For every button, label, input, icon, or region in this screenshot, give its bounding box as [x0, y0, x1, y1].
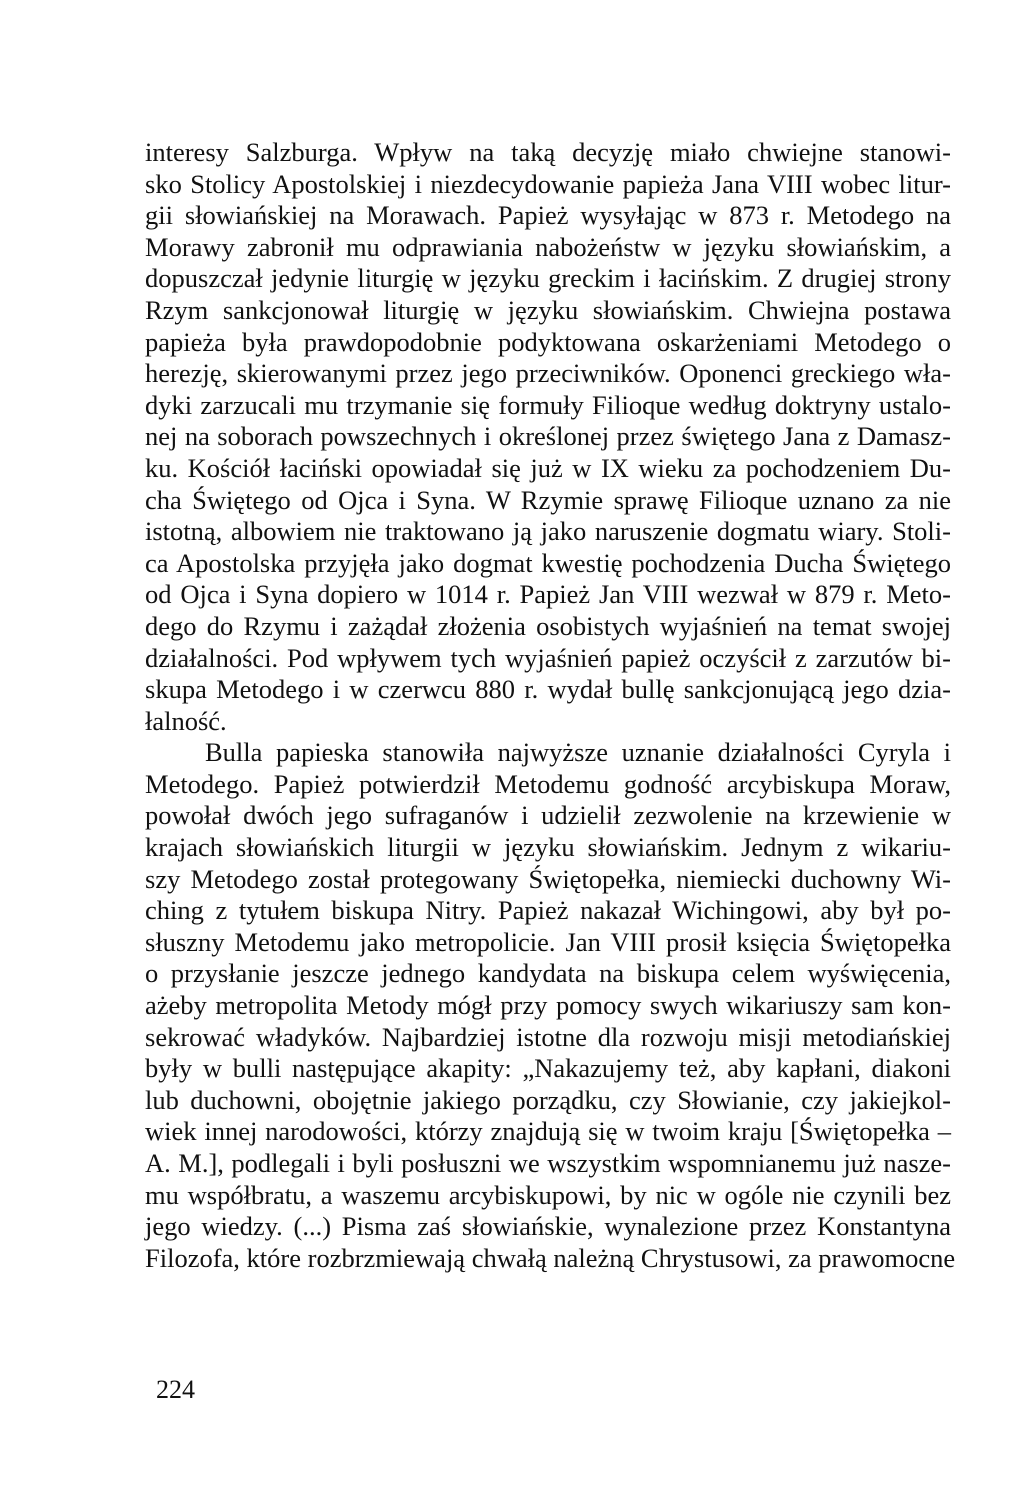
text-line: powołał dwóch jego sufraganów i udzielił zezwolenie na krzewienie w: [145, 800, 951, 831]
body-text: [145, 137, 956, 1274]
text-line: cha Świętego od Ojca i Syna. W Rzymie sprawę Filioque uznano za nie: [145, 484, 951, 515]
text-line: słuszny Metodemu jako metropolicie. Jan VIII prosił księcia Świętopełka: [145, 926, 951, 957]
text-line: Filozofa, które rozbrzmiewają chwałą należną Chrystusowi, za prawomocne: [145, 1242, 956, 1273]
text-line: dego do Rzymu i zażądał złożenia osobistych wyjaśnień na temat swojej: [145, 610, 951, 641]
text-line: sko Stolicy Apostolskiej i niezdecydowanie papieża Jana VIII wobec litur-: [145, 168, 951, 199]
text-line: herezję, skierowanymi przez jego przeciwników. Oponenci greckiego wła-: [145, 358, 951, 389]
text-line: skupa Metodego i w czerwcu 880 r. wydał bullę sankcjonującą jego dzia-: [145, 674, 951, 705]
text-line: interesy Salzburga. Wpływ na taką decyzję miało chwiejne stanowi-: [145, 137, 951, 167]
text-line: Morawy zabronił mu odprawiania nabożeństw w języku słowiańskim, a: [145, 231, 951, 262]
text-line: ku. Kościół łaciński opowiadał się już w IX wieku za pochodzeniem Du-: [145, 452, 951, 483]
text-line: ching z tytułem biskupa Nitry. Papież nakazał Wichingowi, aby był po-: [145, 895, 951, 926]
paragraph-end-line: łalność.: [145, 705, 227, 736]
text-line: ca Apostolska przyjęła jako dogmat kwestię pochodzenia Ducha Świętego: [145, 547, 951, 578]
text-line: gii słowiańskiej na Morawach. Papież wysyłając w 873 r. Metodego na: [145, 200, 951, 231]
text-line: sekrować władyków. Najbardziej istotne dla rozwoju misji metodiańskiej: [145, 1021, 951, 1052]
text-line: działalności. Pod wpływem tych wyjaśnień papież oczyścił z zarzutów bi-: [145, 642, 951, 673]
text-line: A. M.], podlegali i byli posłuszni we wszystkim wspomnianemu już nasze-: [145, 1148, 951, 1178]
text-line: były w bulli następujące akapity: „Nakazujemy też, aby kapłani, diakoni: [145, 1053, 951, 1084]
text-line: ażeby metropolita Metody mógł przy pomocy swych wikariuszy sam kon-: [145, 990, 951, 1021]
text-line: od Ojca i Syna dopiero w 1014 r. Papież Jan VIII wezwał w 879 r. Meto-: [145, 579, 951, 610]
text-line: wiek innej narodowości, którzy znajdują się w twoim kraju [Świętopełka –: [145, 1116, 951, 1147]
text-line: papieża była prawdopodobnie podyktowana oskarżeniami Metodego o: [145, 326, 951, 357]
paragraph-start-line: Bulla papieska stanowiła najwyższe uznanie działalności Cyryla i: [205, 737, 951, 768]
text-line: dopuszczał jedynie liturgię w języku greckim i łacińskim. Z drugiej strony: [145, 263, 951, 294]
text-line: krajach słowiańskich liturgii w języku słowiańskim. Jednym z wikariu-: [145, 832, 951, 863]
page-number: 224: [156, 1375, 195, 1404]
text-line: dyki zarzucali mu trzymanie się formuły Filioque według doktryny ustalo-: [145, 389, 951, 420]
text-line: Metodego. Papież potwierdził Metodemu godność arcybiskupa Moraw,: [145, 768, 951, 799]
text-line: jego wiedzy. (...) Pisma zaś słowiańskie, wynalezione przez Konstantyna: [145, 1211, 951, 1242]
text-line: szy Metodego został protegowany Świętopełka, niemiecki duchowny Wi-: [145, 863, 951, 894]
text-line: mu współbratu, a waszemu arcybiskupowi, by nic w ogóle nie czynili bez: [145, 1179, 951, 1210]
text-line: nej na soborach powszechnych i określonej przez świętego Jana z Damasz-: [145, 421, 951, 452]
text-line: Rzym sankcjonował liturgię w języku słowiańskim. Chwiejna postawa: [145, 294, 951, 325]
text-line: istotną, albowiem nie traktowano ją jako naruszenie dogmatu wiary. Stoli-: [145, 516, 951, 547]
text-line: o przysłanie jeszcze jednego kandydata na biskupa celem wyświęcenia,: [145, 958, 951, 989]
text-line: lub duchowni, obojętnie jakiego porządku, czy Słowianie, czy jakiejkol-: [145, 1084, 951, 1115]
